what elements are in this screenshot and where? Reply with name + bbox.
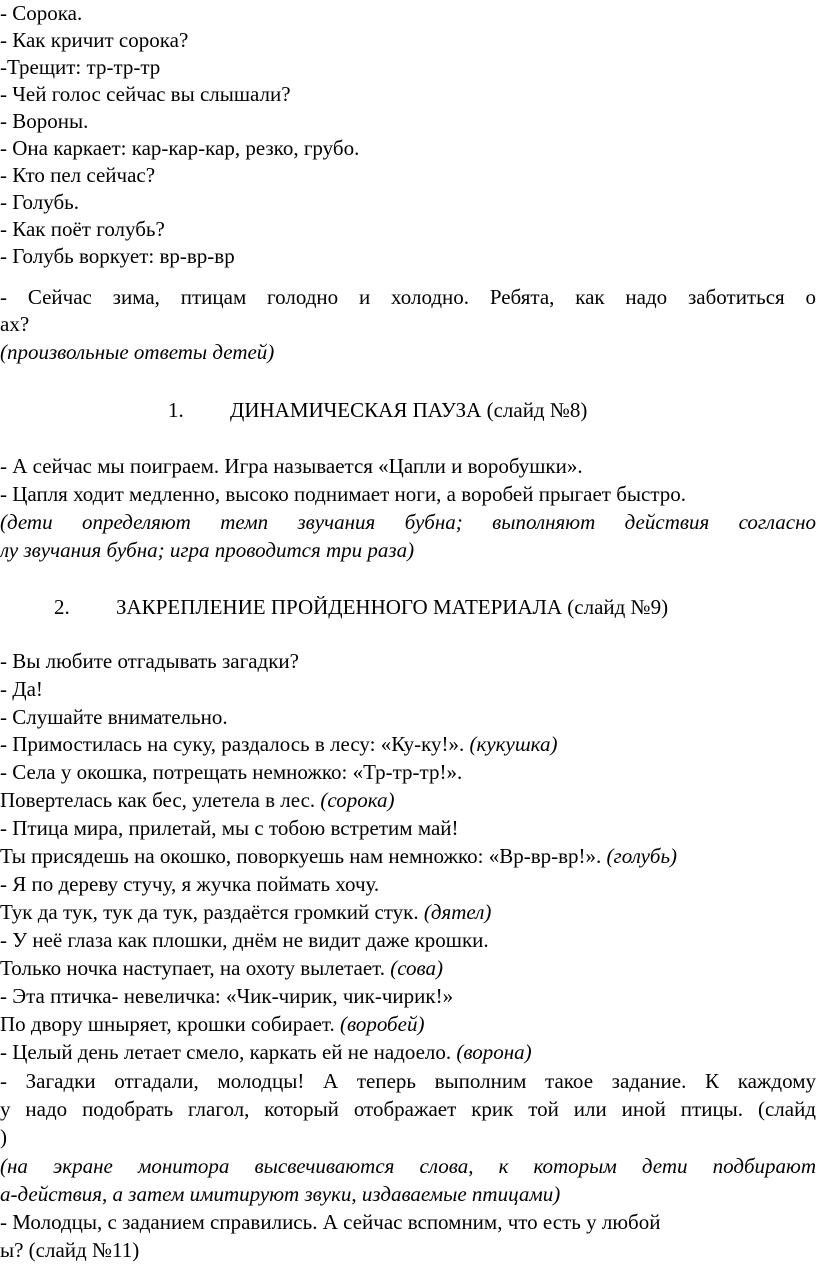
task-note-line-end: а-действия, а затем имитируют звуки, издаваемые птицами) bbox=[0, 1182, 561, 1206]
task-line-end: ) bbox=[0, 1125, 7, 1149]
closing-line-end: ы? (слайд №11) bbox=[0, 1238, 140, 1262]
riddle-answer: (ворона) bbox=[456, 1040, 532, 1064]
task-line: у надо подобрать глагол, который отображает крик той или иной птицы. (слайд bbox=[0, 1097, 816, 1121]
riddle-line bbox=[0, 899, 816, 926]
section-heading-2 bbox=[0, 594, 816, 621]
dialogue-line: - Вороны. bbox=[0, 109, 89, 133]
game-rule-line: - Цапля ходит медленно, высоко поднимает ноги, а воробей прыгает быстро. bbox=[0, 482, 687, 506]
game-intro-line: - А сейчас мы поиграем. Игра называется «Цапли и воробушки». bbox=[0, 454, 583, 478]
riddle-line bbox=[0, 1011, 816, 1038]
dialogue-line: - Она каркает: кар-кар-кар, резко, грубо. bbox=[0, 136, 360, 160]
riddle-dialogue-line: - Да! bbox=[0, 677, 43, 701]
section-title: ДИНАМИЧЕСКАЯ ПАУЗА (слайд №8) bbox=[230, 398, 588, 422]
riddle-text: Тук да тук, тук да тук, раздаётся громкий стук. bbox=[0, 900, 424, 924]
dialogue-line: - Сорока. bbox=[0, 1, 83, 25]
riddle-line bbox=[0, 955, 816, 982]
care-question-line: - Сейчас зима, птицам голодно и холодно. Ребята, как надо заботиться о bbox=[0, 285, 816, 309]
riddle-answer: (голубь) bbox=[606, 844, 678, 868]
riddle-text: Только ночка наступает, на охоту вылетает. bbox=[0, 956, 391, 980]
care-question-line-end: ах? bbox=[0, 312, 30, 336]
riddle-answer: (сорока) bbox=[320, 788, 395, 812]
riddle-dialogue-line: - Вы любите отгадывать загадки? bbox=[0, 649, 299, 673]
riddle-line: - Птица мира, прилетай, мы с тобою встретим май! bbox=[0, 816, 459, 840]
riddle-line: - У неё глаза как плошки, днём не видит даже крошки. bbox=[0, 928, 489, 952]
riddle-answer: (дятел) bbox=[423, 900, 492, 924]
riddle-line bbox=[0, 787, 816, 814]
riddle-text: Повертелась как бес, улетела в лес. bbox=[0, 788, 321, 812]
section-title: ЗАКРЕПЛЕНИЕ ПРОЙДЕННОГО МАТЕРИАЛА (слайд №9) bbox=[116, 595, 669, 619]
riddle-line bbox=[0, 843, 816, 870]
riddle-text: - Примостилась на суку, раздалось в лесу: «Ку-ку!». bbox=[0, 732, 470, 756]
dialogue-line: - Как кричит сорока? bbox=[0, 28, 189, 52]
section-number: 1. bbox=[168, 398, 184, 422]
riddle-text: По двору шныряет, крошки собирает. bbox=[0, 1012, 340, 1036]
closing-line: - Молодцы, с заданием справились. А сейчас вспомним, что есть у любой bbox=[0, 1210, 661, 1234]
riddle-answer: (воробей) bbox=[340, 1012, 425, 1036]
dialogue-line: - Как поёт голубь? bbox=[0, 217, 165, 241]
riddle-dialogue-line: - Слушайте внимательно. bbox=[0, 705, 228, 729]
task-note-line: (на экране монитора высвечиваются слова, к которым дети подбирают bbox=[0, 1154, 816, 1178]
game-note-line: (дети определяют темп звучания бубна; выполняют действия согласно bbox=[0, 510, 816, 534]
riddle-line bbox=[0, 1039, 816, 1066]
riddle-line: - Села у окошка, потрещать немножко: «Тр-тр-тр!». bbox=[0, 760, 463, 784]
riddle-line bbox=[0, 731, 816, 758]
dialogue-line: - Кто пел сейчас? bbox=[0, 163, 156, 187]
section-heading-1 bbox=[0, 397, 816, 424]
section-number: 2. bbox=[54, 595, 70, 619]
riddle-text: Ты присядешь на окошко, поворкуешь нам немножко: «Вр-вр-вр!». bbox=[0, 844, 607, 868]
riddle-line: - Эта птичка- невеличка: «Чик-чирик, чик-чирик!» bbox=[0, 984, 454, 1008]
dialogue-line: - Голубь воркует: вр-вр-вр bbox=[0, 244, 235, 268]
answers-note: (произвольные ответы детей) bbox=[0, 340, 275, 364]
dialogue-line: - Чей голос сейчас вы слышали? bbox=[0, 82, 291, 106]
riddle-answer: (кукушка) bbox=[469, 732, 558, 756]
dialogue-line: - Голубь. bbox=[0, 190, 79, 214]
riddle-text: - Целый день летает смело, каркать ей не надоело. bbox=[0, 1040, 457, 1064]
game-note-line-end: лу звучания бубна; игра проводится три раза) bbox=[0, 538, 415, 562]
task-line: - Загадки отгадали, молодцы! А теперь выполним такое задание. К каждому bbox=[0, 1069, 816, 1093]
riddle-answer: (сова) bbox=[390, 956, 444, 980]
riddle-line: - Я по дереву стучу, я жучка поймать хочу. bbox=[0, 872, 380, 896]
dialogue-line: -Трещит: тр-тр-тр bbox=[0, 55, 161, 79]
